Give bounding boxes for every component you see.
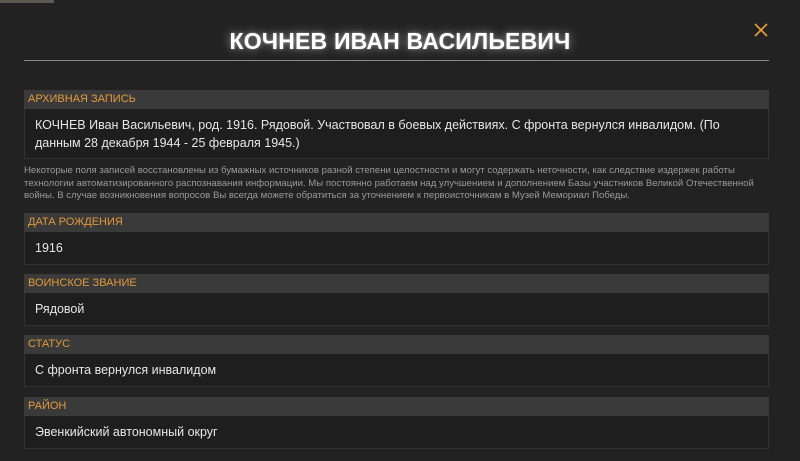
birth-date-box	[24, 232, 769, 265]
title-divider	[24, 60, 769, 61]
district-value: Эвенкийский автономный округ	[35, 425, 218, 439]
archive-record-text	[24, 109, 769, 159]
disclaimer-note: Некоторые поля записей восстановлены из бумажных источников разной степени целостности и могут содержать неточности, как следствие издержек работы технологии автоматизированного распознавания информации. Мы постоянно работаем над улучшением и дополнением Базы участников Великой Отечественной войны. В случае возникновения вопросов Вы всегда можете обратиться за уточнением к первоисточникам в Музей Мемориал Победы.	[24, 165, 754, 201]
rank-box	[24, 293, 769, 326]
page-title: КОЧНЕВ ИВАН ВАСИЛЬЕВИЧ	[229, 28, 571, 54]
birth-date-value: 1916	[35, 241, 63, 255]
district-section	[24, 397, 769, 449]
birth-date-label: ДАТА РОЖДЕНИЯ	[24, 213, 769, 232]
archive-record-section	[24, 90, 769, 159]
district-label: РАЙОН	[24, 397, 769, 416]
rank-value: Рядовой	[35, 302, 85, 316]
status-label: СТАТУС	[24, 335, 769, 354]
status-box	[24, 354, 769, 387]
archive-record-label: АРХИВНАЯ ЗАПИСЬ	[24, 90, 769, 109]
status-section	[24, 335, 769, 387]
rank-label: ВОИНСКОЕ ЗВАНИЕ	[24, 274, 769, 293]
birth-date-section	[24, 213, 769, 265]
background-thumbnail	[0, 0, 54, 3]
archive-record-value: КОЧНЕВ Иван Васильевич, род. 1916. Рядовой. Участвовал в боевых действиях. С фронта вернулся инвалидом. (По данным 28 декабря 1944 - 25 февраля 1945.)	[35, 117, 720, 150]
status-value: С фронта вернулся инвалидом	[35, 363, 217, 377]
district-box	[24, 416, 769, 449]
rank-section	[24, 274, 769, 326]
close-icon[interactable]	[752, 21, 770, 39]
